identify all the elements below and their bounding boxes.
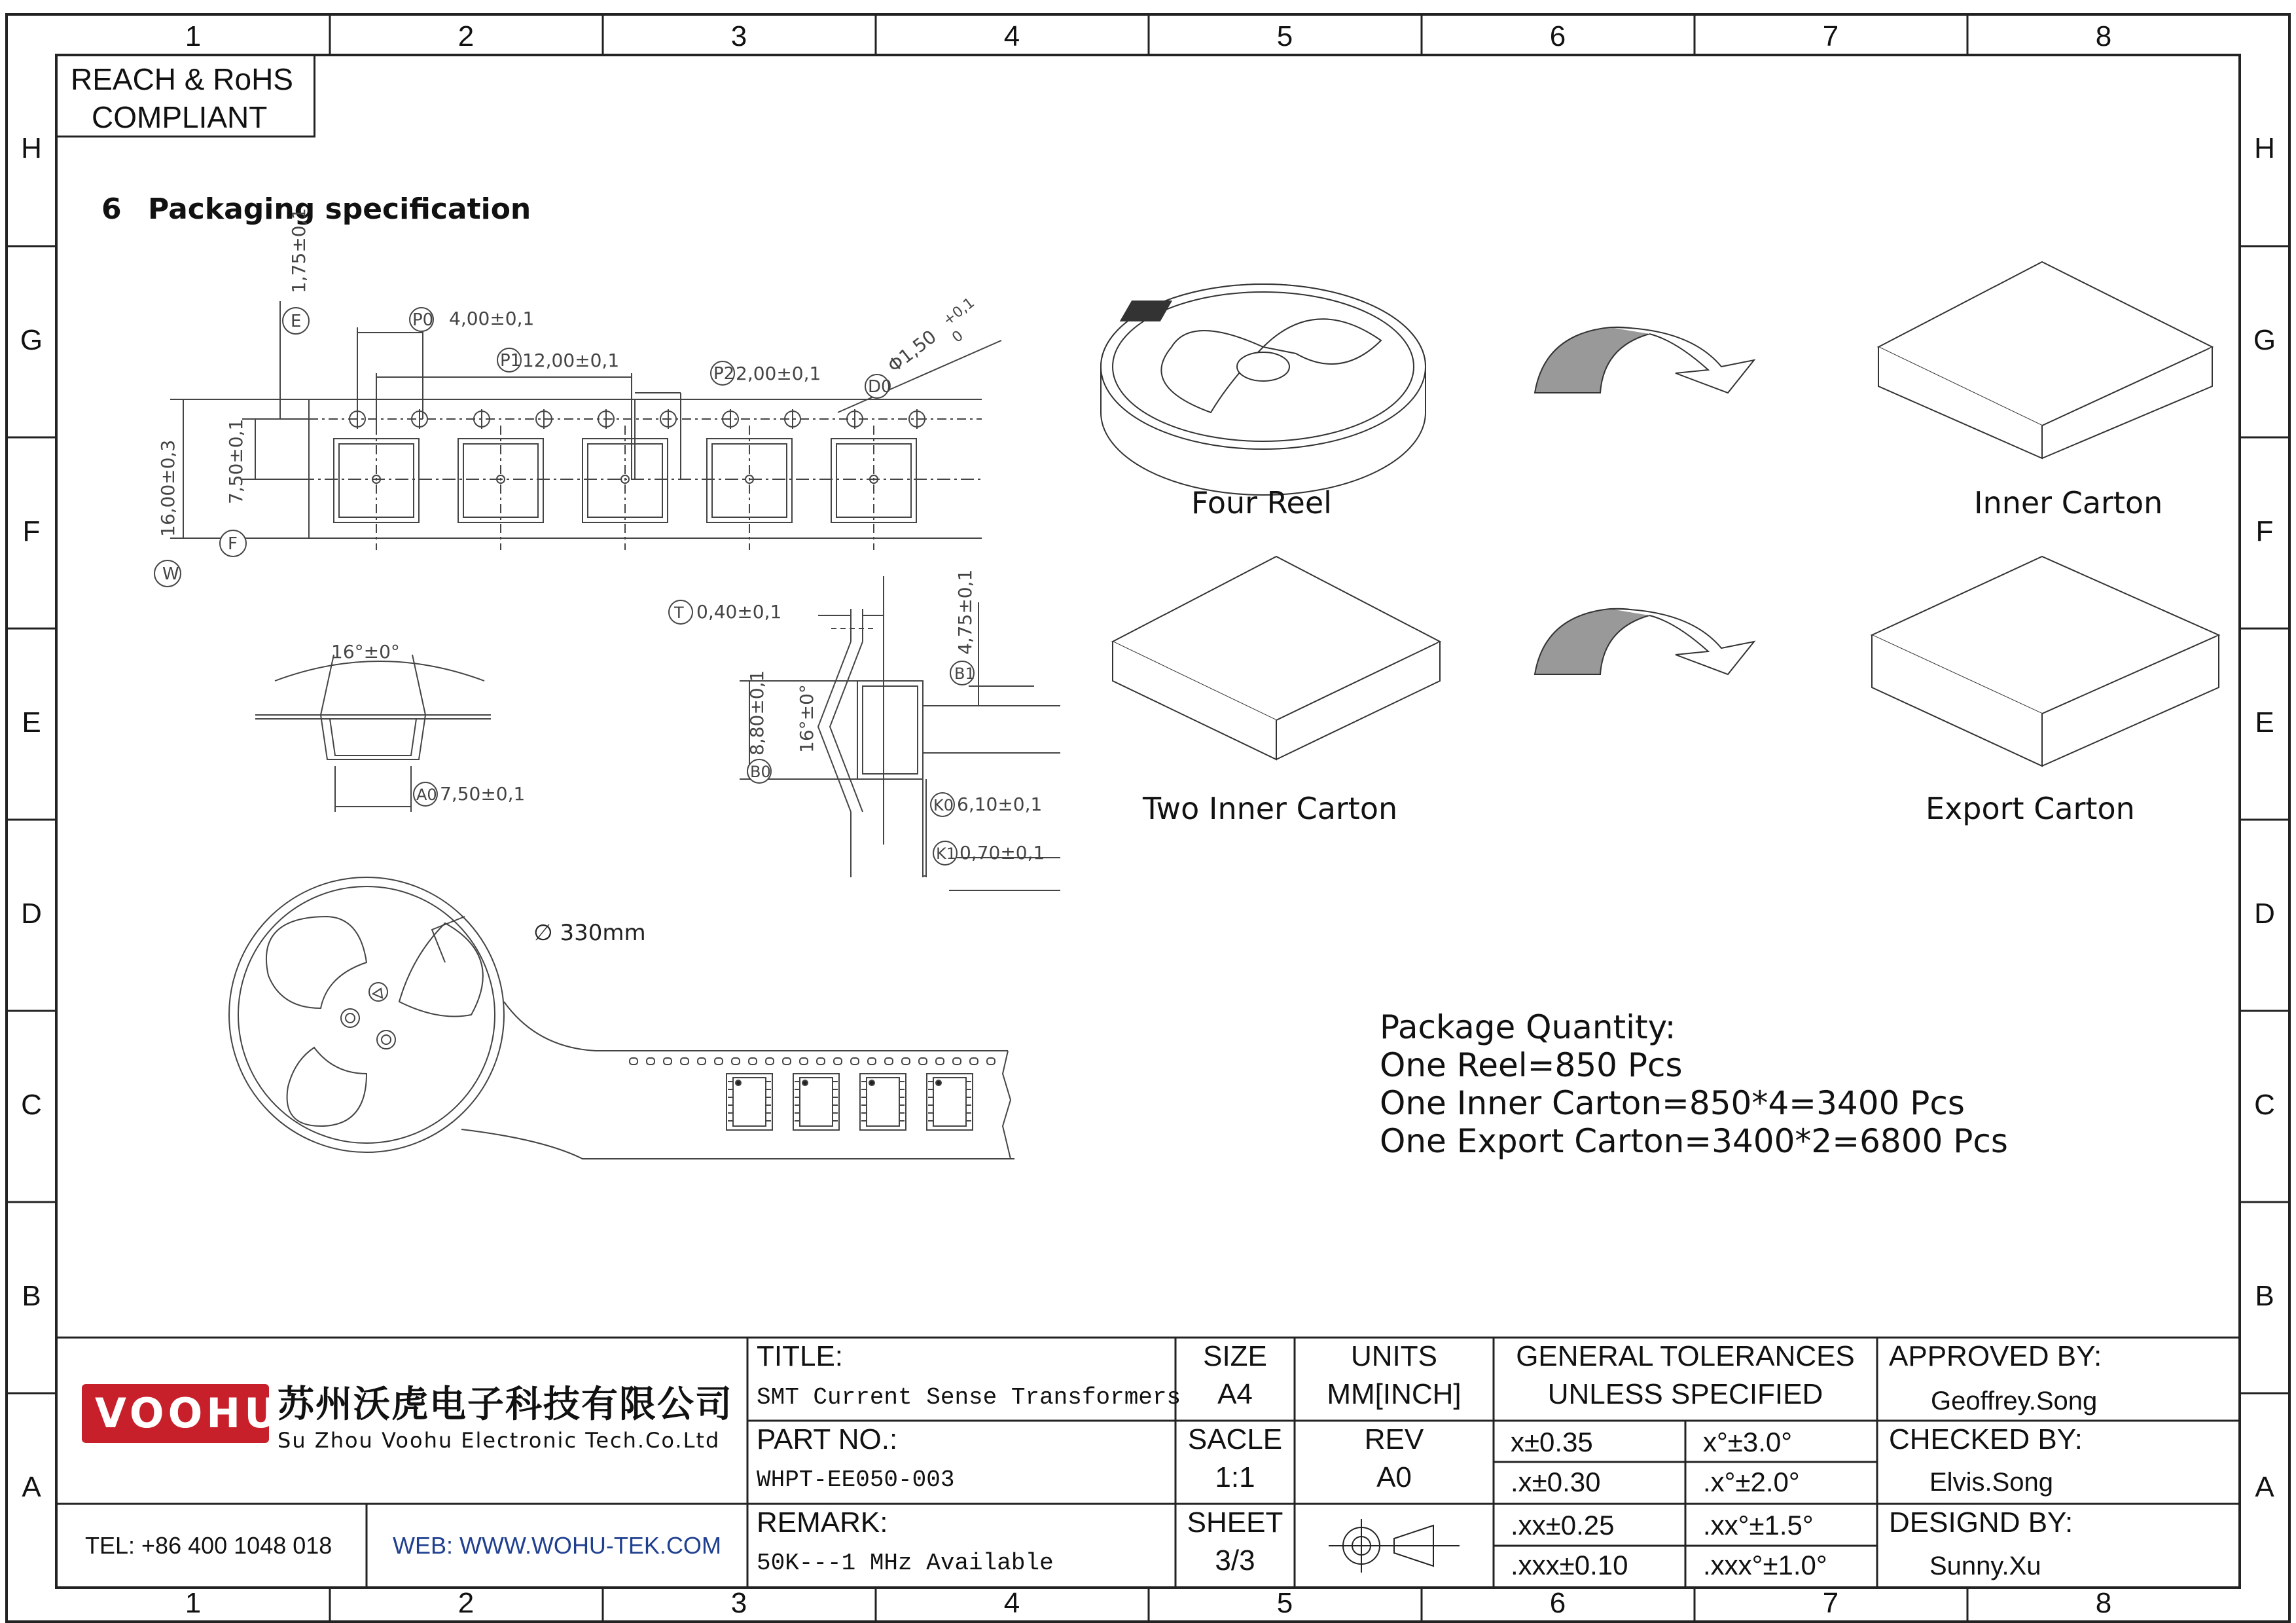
tape-label-d0-tol-top: +0,1	[940, 295, 978, 329]
tape-label-p2-value: 2,00±0,1	[736, 363, 821, 384]
compliance-line-1: REACH & RoHS	[71, 62, 293, 96]
tape-label-e: E	[291, 312, 302, 331]
title-label: TITLE:	[757, 1340, 844, 1372]
column-label-1: 1	[185, 20, 202, 52]
tape-label-p0: P0	[412, 310, 434, 330]
column-label-4-bottom: 4	[1003, 1587, 1020, 1619]
scale-label: SACLE	[1187, 1423, 1283, 1455]
tape-label-p0-value: 4,00±0,1	[449, 308, 535, 329]
row-label-f-right: F	[2255, 515, 2274, 547]
tape-label-d0: D0	[868, 377, 892, 397]
checked-value: Elvis.Song	[1929, 1468, 2053, 1497]
package-quantity-line-2: One Inner Carton=850*4=3400 Pcs	[1380, 1084, 1965, 1122]
package-quantity-line-3: One Export Carton=3400*2=6800 Pcs	[1380, 1122, 2008, 1160]
two-inner-carton-label: Two Inner Carton	[1143, 791, 1398, 826]
remark-label: REMARK:	[757, 1506, 888, 1539]
tape-label-d0-tol-bottom: 0	[949, 327, 967, 346]
designed-label: DESIGND BY:	[1889, 1506, 2073, 1539]
side-label-k0: K0	[933, 796, 954, 814]
part-number-value: WHPT-EE050-003	[757, 1467, 955, 1493]
tolerances-heading-1: GENERAL TOLERANCES	[1516, 1340, 1855, 1372]
column-label-6-bottom: 6	[1549, 1587, 1566, 1619]
tape-label-e-value: 1,75±0,1	[288, 208, 310, 293]
row-label-b: B	[22, 1280, 41, 1312]
tolerance-angular-0: x°±3.0°	[1703, 1427, 1793, 1457]
part-number-label: PART NO.:	[757, 1423, 898, 1455]
column-label-1-bottom: 1	[185, 1587, 202, 1619]
row-label-d: D	[21, 898, 42, 930]
tape-label-p1: P1	[500, 351, 522, 371]
row-label-h: H	[21, 132, 42, 164]
column-label-7-bottom: 7	[1822, 1587, 1839, 1619]
company-tel: TEL: +86 400 1048 018	[85, 1532, 332, 1559]
tape-label-w-value: 16,00±0,3	[157, 439, 179, 537]
tape-label-w: W	[162, 564, 179, 584]
pocket-label-a0: A0	[416, 786, 437, 804]
row-label-g: G	[20, 324, 43, 356]
side-label-t-value: 0,40±0,1	[696, 601, 782, 623]
column-label-5-bottom: 5	[1276, 1587, 1293, 1619]
column-label-8-bottom: 8	[2095, 1587, 2112, 1619]
row-label-b-right: B	[2255, 1280, 2274, 1312]
approved-label: APPROVED BY:	[1889, 1340, 2102, 1372]
tolerance-linear-1: .x±0.30	[1511, 1467, 1601, 1497]
row-label-h-right: H	[2254, 132, 2275, 164]
column-label-2-bottom: 2	[457, 1587, 475, 1619]
tape-label-d0-value: Φ1,50	[883, 325, 941, 377]
designed-value: Sunny.Xu	[1929, 1552, 2041, 1580]
side-label-b1: B1	[954, 665, 975, 683]
rev-value: A0	[1376, 1461, 1412, 1493]
row-label-e: E	[22, 706, 41, 739]
tolerance-linear-3: .xxx±0.10	[1511, 1550, 1628, 1580]
tolerance-linear-2: .xx±0.25	[1511, 1510, 1615, 1541]
diameter-icon: ∅	[533, 920, 553, 946]
side-label-b0-value: 8,80±0,1	[746, 670, 768, 756]
size-value: A4	[1217, 1378, 1253, 1410]
title-value: SMT Current Sense Transformers	[757, 1384, 1181, 1411]
tape-label-p2: P2	[713, 364, 735, 384]
size-label: SIZE	[1203, 1340, 1267, 1372]
side-label-k0-value: 6,10±0,1	[957, 793, 1043, 815]
row-label-e-right: E	[2255, 706, 2274, 739]
side-angle-label: 16°±0°	[796, 684, 817, 753]
row-label-f: F	[22, 515, 41, 547]
sheet-label: SHEET	[1187, 1506, 1283, 1539]
tape-label-f-value: 7,50±0,1	[225, 418, 247, 504]
column-label-7: 7	[1822, 20, 1839, 52]
row-label-a-right: A	[2255, 1471, 2274, 1503]
pocket-label-a0-value: 7,50±0,1	[440, 783, 526, 805]
inner-carton-label: Inner Carton	[1974, 485, 2163, 520]
tolerance-linear-0: x±0.35	[1511, 1427, 1593, 1457]
side-label-b1-value: 4,75±0,1	[954, 569, 976, 655]
company-name-en: Su Zhou Voohu Electronic Tech.Co.Ltd	[278, 1428, 721, 1453]
checked-label: CHECKED BY:	[1889, 1423, 2083, 1455]
column-label-5: 5	[1276, 20, 1293, 52]
tolerances-heading-2: UNLESS SPECIFIED	[1547, 1378, 1823, 1410]
reel-diameter-value: 330mm	[560, 920, 646, 946]
export-carton-label: Export Carton	[1926, 791, 2135, 826]
tolerance-angular-3: .xxx°±1.0°	[1703, 1550, 1827, 1580]
company-web: WEB: WWW.WOHU-TEK.COM	[393, 1532, 721, 1559]
row-label-c-right: C	[2254, 1089, 2275, 1121]
company-logo	[82, 1384, 281, 1443]
rev-label: REV	[1364, 1423, 1424, 1455]
column-label-8: 8	[2095, 20, 2112, 52]
row-label-a: A	[22, 1471, 41, 1503]
tolerance-angular-1: .x°±2.0°	[1703, 1467, 1800, 1497]
side-label-k1: K1	[936, 845, 957, 863]
column-label-3-bottom: 3	[730, 1587, 747, 1619]
tape-label-p1-value: 12,00±0,1	[522, 350, 620, 371]
scale-value: 1:1	[1215, 1461, 1255, 1493]
column-label-2: 2	[457, 20, 475, 52]
logo-text: VOOHU	[95, 1389, 281, 1437]
side-label-b0: B0	[750, 763, 771, 781]
approved-value: Geoffrey.Song	[1931, 1387, 2098, 1415]
compliance-line-2: COMPLIANT	[92, 100, 268, 134]
remark-value: 50K---1 MHz Available	[757, 1550, 1054, 1577]
column-label-4: 4	[1003, 20, 1020, 52]
four-reel-label: Four Reel	[1191, 485, 1332, 520]
row-label-c: C	[21, 1089, 42, 1121]
package-quantity-line-1: One Reel=850 Pcs	[1380, 1046, 1683, 1084]
units-label: UNITS	[1351, 1340, 1437, 1372]
package-quantity-heading: Package Quantity:	[1380, 1008, 1676, 1046]
units-value: MM[INCH]	[1327, 1378, 1462, 1410]
pocket-angle-label: 16°±0°	[331, 641, 400, 663]
tape-label-f: F	[228, 534, 238, 554]
column-label-3: 3	[730, 20, 747, 52]
section-title: Packaging specification	[148, 192, 531, 226]
sheet-value: 3/3	[1215, 1544, 1255, 1577]
company-name-cn: 苏州沃虎电子科技有限公司	[278, 1383, 733, 1426]
column-label-6: 6	[1549, 20, 1566, 52]
section-number: 6	[101, 192, 122, 226]
projection-symbol-icon	[1329, 1519, 1460, 1573]
side-label-t: T	[674, 604, 684, 622]
tolerance-angular-2: .xx°±1.5°	[1703, 1510, 1814, 1541]
row-label-d-right: D	[2254, 898, 2275, 930]
side-label-k1-value: 0,70±0,1	[960, 842, 1045, 864]
row-label-g-right: G	[2253, 324, 2276, 356]
